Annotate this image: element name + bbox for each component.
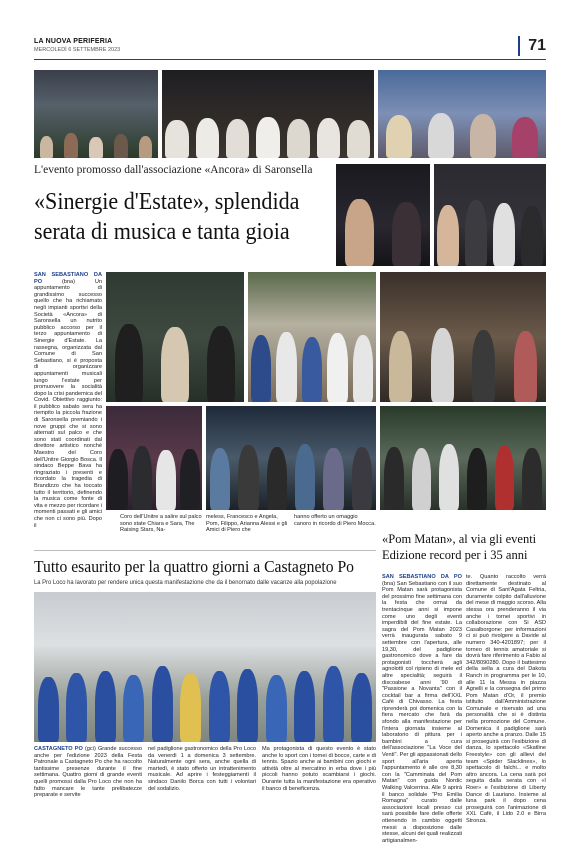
section-divider	[34, 550, 376, 551]
castagneto-byline: (gci)	[84, 746, 96, 752]
photo-audience	[34, 70, 158, 158]
sinergie-byline: (bna)	[61, 278, 75, 285]
castagneto-location: CASTAGNETO PO	[34, 746, 83, 752]
castagneto-col-1	[34, 746, 142, 818]
sinergie-kicker: L'evento promosso dall'associazione «Ancora» di Saronsella	[34, 164, 313, 176]
castagneto-col-2: nel padiglione gastronomico della Pro Loco da venerdì 1 a domenica 3 settembre. Naturalmente ogni sera, anche quella di martedì, è stato offerto un intrattenimento musicale. Ad aprire i festeggiamenti il sindaco Danilo Borca con tutti i volontari del sodalizio.	[148, 746, 256, 792]
page-header	[34, 36, 546, 60]
photo-youth-group	[106, 406, 202, 510]
pom-byline: (bna)	[382, 580, 396, 587]
sinergie-title-line2: serata di musica e tanta gioia	[34, 219, 290, 245]
dateline: MERCOLEDÌ 6 SETTEMBRE 2023	[34, 47, 121, 53]
sinergie-location: SAN SEBASTIANO DA PO	[34, 272, 102, 285]
photo-band	[206, 406, 376, 510]
photo-men-hats	[380, 272, 546, 402]
sinergie-caption-3: hanno offerto un omaggio canoro in ricordo di Piero Mocca.	[294, 514, 376, 527]
photo-duo	[336, 164, 430, 266]
pom-col-1	[382, 574, 462, 844]
photo-performers	[380, 406, 546, 510]
sinergie-title-line1: «Sinergie d'Estate», splendida	[34, 189, 300, 215]
pom-title-line2: Edizione record per i 35 anni	[382, 548, 528, 562]
sinergie-caption-2: meless, Francesco e Angela, Pom, Filippo, Arianna Alessi e gli Amici di Piero che	[206, 514, 288, 534]
photo-group-four	[434, 164, 546, 266]
photo-trio-singers	[106, 272, 244, 402]
masthead: LA NUOVA PERIFERIA	[34, 38, 113, 45]
photo-choir	[162, 70, 374, 158]
pom-location: SAN SEBASTIANO DA PO	[382, 574, 462, 580]
castagneto-title: Tutto esaurito per la quattro giorni a Castagneto Po	[34, 557, 355, 576]
pom-title-line1: «Pom Matan», al via gli eventi	[382, 532, 537, 546]
sinergie-body	[34, 272, 102, 572]
castagneto-subtitle: La Pro Loco ha lavorato per rendere unica questa manifestazione che da il benornato dalle vacanze alla popolazione	[34, 579, 337, 586]
sinergie-caption-1: Coro dell'Unitre a salire sul palco sono state Chiara e Sara, The Raising Stars, Na-	[120, 514, 202, 534]
photo-speakers	[378, 70, 546, 158]
castagneto-col-3: Ma protagonista di questo evento è stato anche lo sport con i tornei di bocce, carte e di tennis. Spazio anche ai bambini con giochi e attività oltre al mercatino in erba dove i più piccoli hanno potuto scambiarsi i giochi. Durante tutta la manifestazione era operativo il banco di beneficenza.	[262, 746, 376, 792]
page-number: 71	[518, 36, 546, 56]
pom-col-2: te. Quanto raccolto verrà direttamente destinato al Comune di Sant'Agata Feltria, duramente colpito dall'alluvione del mese di maggio scorso. Alla stessa ora prenderanno il via anche i tornei sportivi in collaborazione con Si ASD Casalborgone: per informazioni ci si può rivolgere a Davide al numero 340-4201897; per il torneo di tennis amatoriale si dovrà fare riferimento a Fabio al 342/8090280. Dopo il battesimo della sella a cura del Dakota Ranch in programma per le 10, alle 11 la Messa in piazza Agnelli e la consegna del primo Pom Matan d'Or, il premio istituito dall'Amministrazione Comunale e riservato ad una personalità che si è distinta nella promozione del Comune. Domenica il padiglione sarà aperto anche a pranzo. Dalle 15 si proseguirà con l'esibizione di danza, lo spettacolo «Skatline Freestyle» con gli allievi del team «Spider Slacklines», lo spettacolo di falchi... e molto altro ancora. La cena sarà poi seguita dalla serata con «I Roer» e l'esibizione di Liberty Dance di Lauriano. Insieme al luna park il dopo cena proseguirà con l'animazione di XXL Cafè, il Lido 2.0 e Birra Stronza.	[466, 574, 546, 824]
photo-elderly-group	[248, 272, 376, 402]
sinergie-text: Un appuntamento di grandissimo successo quello che ha richiamato negli impianti sportivi della Società «Ancora» di Saronsella un nutrito pubblico accorso per il terzo appuntamento di Sinergie d'Estate. La rassegna, organizzata dal Comune di San Sebastiano, si è proposta di organizzare appuntamenti musicali lungo l'estate per promuovere la socialità dopo la crisi pandemica del Covid. Obiettivo raggiunto: il pubblico sabato sera ha riempito la piccola frazione di Saronsella premiando i nove gruppi che si sono alternati sul palco e che sono stati coordinati dal direttore artistico nonché Maestro del Coro dell'Unitre Giorgio Bosca. Il sindaco Beppe Bava ha ringraziato i presenti e ricordato la tragedia di Brandizzo che ha toccato tutto il territorio, definendo la musica come fonte di vita e mezzo per ricordare i momenti passati e gli amici che non ci sono più. Dopo il	[34, 278, 102, 529]
photo-children-pro-loco	[34, 592, 376, 742]
pom-text-1: San Sebastiano con il suo Pom Matan sarà protagonista del prossimo fine settimana con la festa che ormai da trentacinque anni si impone come uno degli eventi imperdibili del fine estate. La sagra del Pom Matan 2023 verrà inaugurata sabato 9 settembre con l'apertura, alle 19,30, del padiglione gastronomico dove a fare da protagonisti toccherà agli agnolotti col ripieno di mele ed altre specialità; seguirà il discoabese anni '90 di "Passione a Novanta" con il cocktail bar a firma dell'XXL Cafè di Chivasso. La festa riprenderà poi domenica con la fiera mercato che farà da sfondo alla manifestazione per l'intera giornata insieme al laboratorio di pittura per i bambini a cura dell'associazione "La Voce del Venti". Per gli appassionati dello sport all'aria aperta l'appuntamento è alle ore 8,30 con la "Camminata del Pom Matan" con guida Nordic Walking Valcerrina. Alle 9 aprirà il banco solidale "Pro Emilia Romagna" curato dalle associazioni locali presso cui sarà possibile fare delle offerte ottenendo in cambio oggetti messi a disposizione dalle stesse, alcuni dei quali realizzati artigianalmen-	[382, 580, 462, 844]
castagneto-text-1: Grande successo anche per l'edizione 2023 della Festa Patronale a Castagneto Po che ha raccolto tantissime presenze durante il fine settimana. Quattro giorni di grande eventi quelli promossi dalla Pro Loco che non ha fatto mancare le tante prelibatezze preparate e servite	[34, 746, 143, 799]
